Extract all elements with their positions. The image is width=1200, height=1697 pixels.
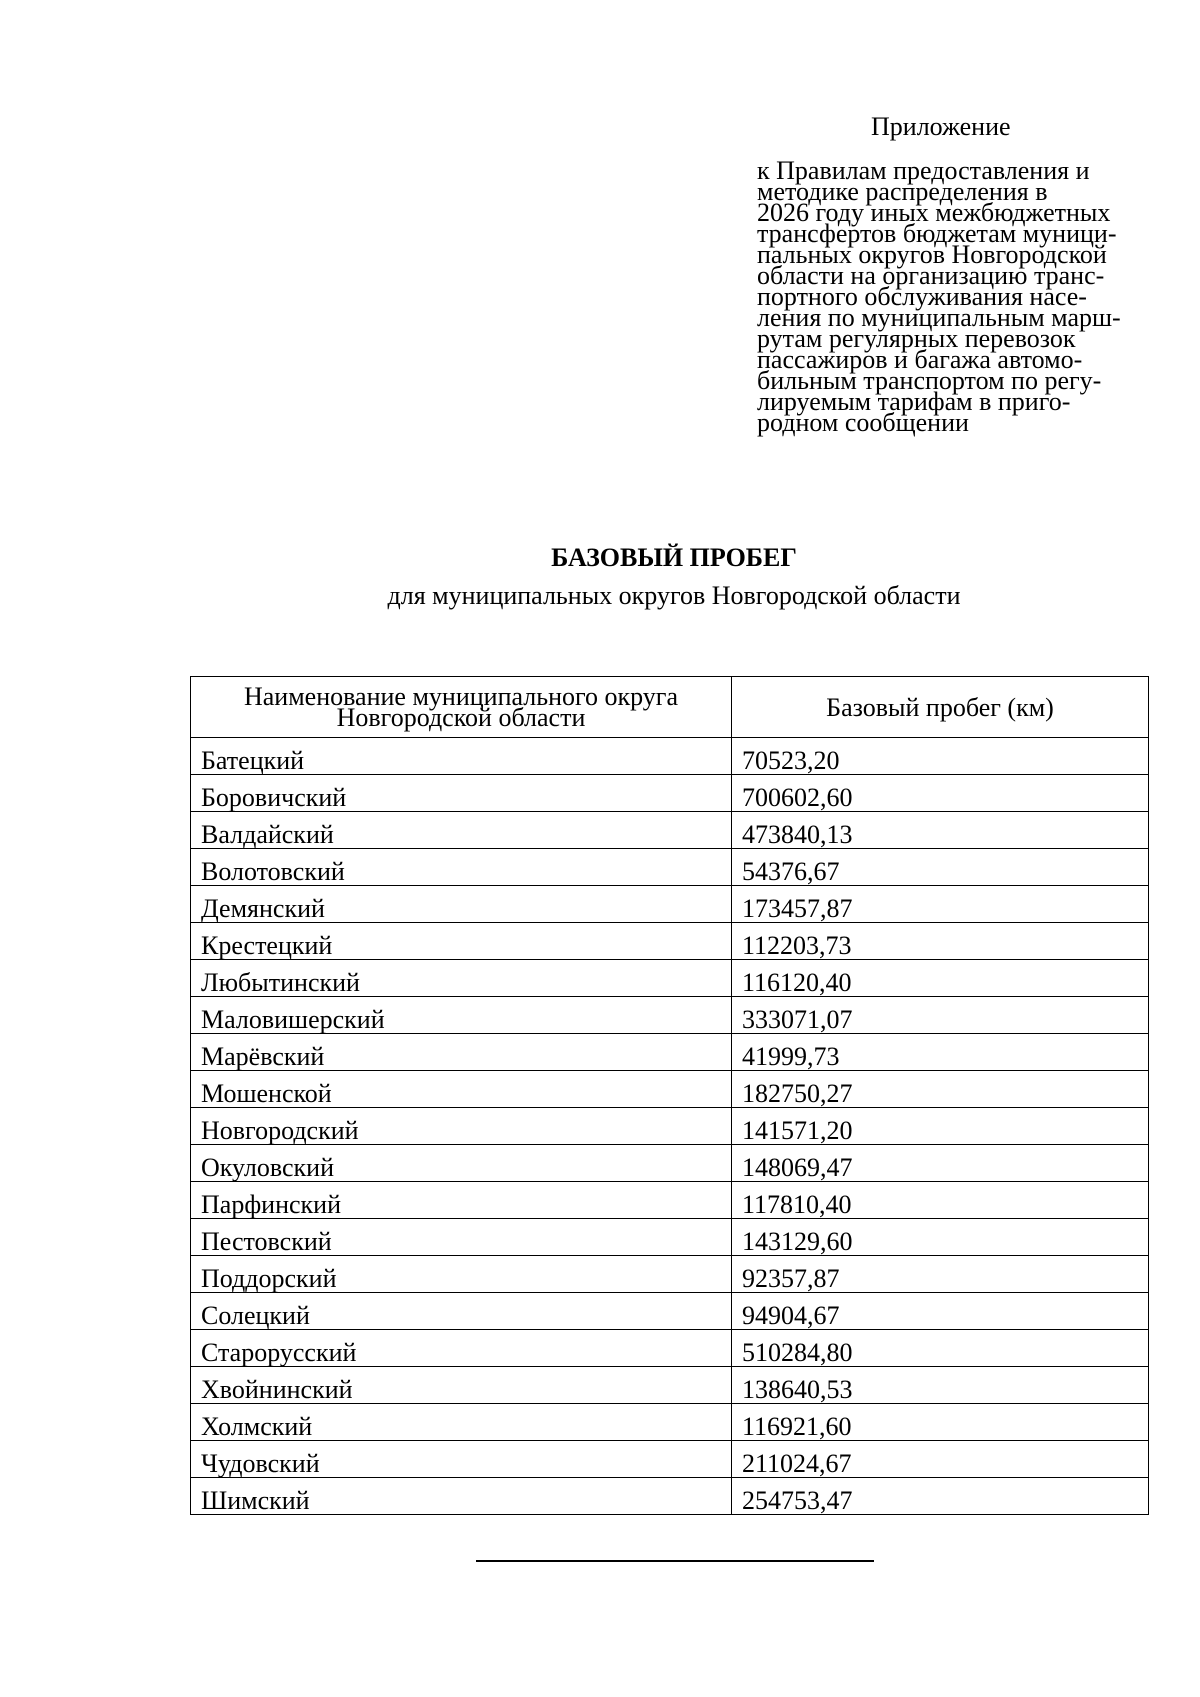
mileage-value-cell: 92357,87 (732, 1256, 1149, 1293)
district-name-cell: Новгородский (191, 1108, 732, 1145)
mileage-value-cell: 141571,20 (732, 1108, 1149, 1145)
mileage-value-cell: 116120,40 (732, 960, 1149, 997)
district-name-cell: Демянский (191, 886, 732, 923)
appendix-line: трансфертов бюджетам муници- (757, 219, 1117, 248)
mileage-value-cell: 211024,67 (732, 1441, 1149, 1478)
table-row (191, 1182, 1149, 1219)
district-name-cell: Парфинский (191, 1182, 732, 1219)
appendix-line: области на организацию транс- (757, 261, 1105, 290)
mileage-value-cell: 700602,60 (732, 775, 1149, 812)
appendix-line: бильным транспортом по регу- (757, 366, 1102, 395)
table-row (191, 1071, 1149, 1108)
appendix-text (757, 156, 1157, 437)
appendix-line: методике распределения в (757, 177, 1048, 206)
appendix-line: пальных округов Новгородской (757, 240, 1107, 269)
appendix-line: пассажиров и багажа автомо- (757, 345, 1083, 374)
mileage-value-cell: 138640,53 (732, 1367, 1149, 1404)
appendix-line: лируемым тарифам в приго- (757, 387, 1071, 416)
mileage-value-cell: 333071,07 (732, 997, 1149, 1034)
table-row (191, 849, 1149, 886)
district-name-cell: Валдайский (191, 812, 732, 849)
closing-divider (476, 1560, 874, 1562)
mileage-value-cell: 70523,20 (732, 738, 1149, 775)
table-row (191, 1441, 1149, 1478)
table-row (191, 775, 1149, 812)
document-title: БАЗОВЫЙ ПРОБЕГ (551, 543, 797, 572)
mileage-value-cell: 116921,60 (732, 1404, 1149, 1441)
mileage-value-cell: 117810,40 (732, 1182, 1149, 1219)
table-row (191, 1330, 1149, 1367)
appendix-line: к Правилам предоставления и (757, 156, 1090, 185)
table-header-row (191, 677, 1149, 738)
district-name-cell: Боровичский (191, 775, 732, 812)
table-row (191, 1034, 1149, 1071)
table-row (191, 1404, 1149, 1441)
mileage-value-cell: 41999,73 (732, 1034, 1149, 1071)
district-name-cell: Окуловский (191, 1145, 732, 1182)
table-row (191, 886, 1149, 923)
table-row (191, 997, 1149, 1034)
district-name-cell: Холмский (191, 1404, 732, 1441)
district-name-cell: Старорусский (191, 1330, 732, 1367)
table-row (191, 738, 1149, 775)
appendix-title: Приложение (871, 112, 1011, 141)
mileage-value-cell: 148069,47 (732, 1145, 1149, 1182)
district-name-cell: Марёвский (191, 1034, 732, 1071)
district-name-cell: Мошенской (191, 1071, 732, 1108)
district-name-cell: Пестовский (191, 1219, 732, 1256)
base-mileage-table (190, 676, 1149, 1515)
table-row (191, 812, 1149, 849)
district-name-header (191, 677, 732, 738)
appendix-line: рутам регулярных перевозок (757, 324, 1076, 353)
district-name-cell: Любытинский (191, 960, 732, 997)
appendix-line: родном сообщении (757, 408, 969, 437)
document-subtitle: для муниципальных округов Новгородской области (387, 581, 961, 610)
mileage-value-cell: 54376,67 (732, 849, 1149, 886)
mileage-value-cell: 94904,67 (732, 1293, 1149, 1330)
appendix-line: портного обслуживания насе- (757, 282, 1087, 311)
district-name-cell: Волотовский (191, 849, 732, 886)
district-name-cell: Шимский (191, 1478, 732, 1515)
mileage-value-cell: 254753,47 (732, 1478, 1149, 1515)
mileage-value-cell: 112203,73 (732, 923, 1149, 960)
table-row (191, 1108, 1149, 1145)
table-row (191, 923, 1149, 960)
district-name-cell: Крестецкий (191, 923, 732, 960)
district-name-cell: Поддорский (191, 1256, 732, 1293)
mileage-value-cell: 173457,87 (732, 886, 1149, 923)
district-name-cell: Маловишерский (191, 997, 732, 1034)
district-name-header-line1: Наименование муниципального округа (243, 682, 679, 711)
district-name-header-line2: Новгородской области (336, 703, 586, 732)
table-row (191, 1367, 1149, 1404)
district-name-cell: Чудовский (191, 1441, 732, 1478)
base-mileage-header: Базовый пробег (км) (732, 677, 1149, 738)
mileage-value-cell: 510284,80 (732, 1330, 1149, 1367)
district-name-cell: Хвойнинский (191, 1367, 732, 1404)
table-row (191, 1478, 1149, 1515)
mileage-value-cell: 182750,27 (732, 1071, 1149, 1108)
mileage-value-cell: 473840,13 (732, 812, 1149, 849)
appendix-line: 2026 году иных межбюджетных (757, 198, 1111, 227)
table-row (191, 1293, 1149, 1330)
district-name-cell: Батецкий (191, 738, 732, 775)
appendix-line: ления по муниципальным марш- (757, 303, 1121, 332)
table-row (191, 1219, 1149, 1256)
table-row (191, 1145, 1149, 1182)
mileage-value-cell: 143129,60 (732, 1219, 1149, 1256)
table-row (191, 1256, 1149, 1293)
district-name-cell: Солецкий (191, 1293, 732, 1330)
table-row (191, 960, 1149, 997)
